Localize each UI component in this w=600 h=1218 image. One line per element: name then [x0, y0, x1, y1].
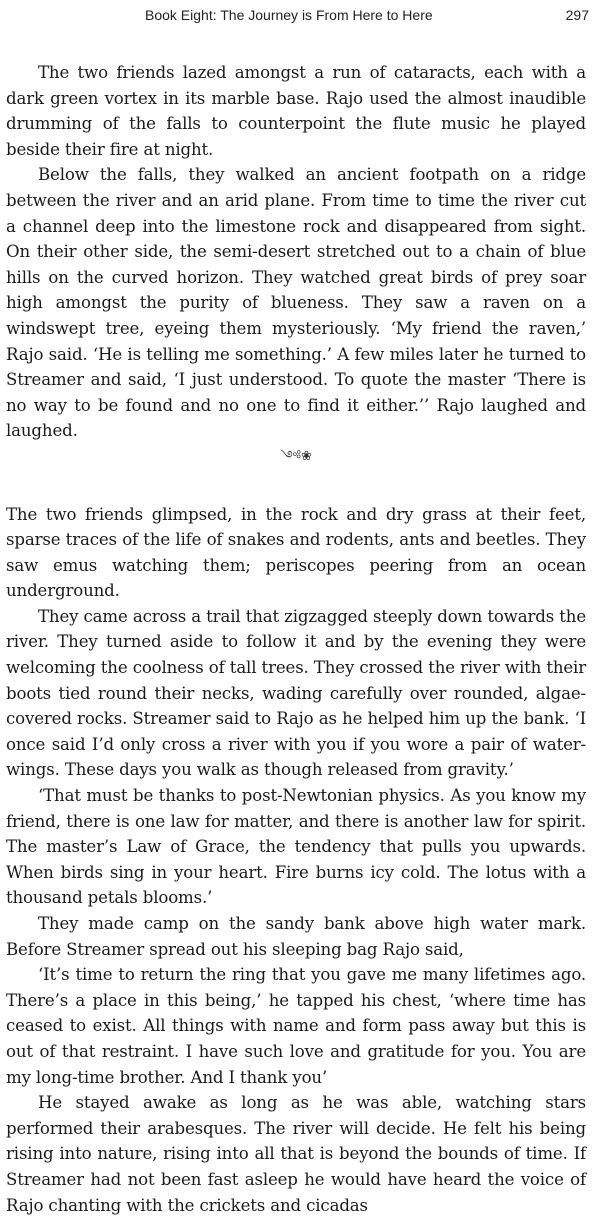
paragraph: He stayed awake as long as he was able, watching stars performed their arabesques. The river will decide. He felt his being rising into nature, rising into all that is beyond the bounds of time. If Streamer had not been fast asleep he would have heard the voice of Rajo chanting with the crickets and cicadas [6, 1093, 586, 1215]
paragraph: The two friends lazed amongst a run of cataracts, each with a dark green vortex in its marble base. Rajo used the almost inaudible drumming of the falls to counterpoint the flute music he played beside their fire at night. [6, 63, 586, 159]
section-break-ornament: ༺❀ [280, 448, 312, 464]
body-text [6, 60, 586, 1218]
paragraph: ‘It’s time to return the ring that you gave me many lifetimes ago. There’s a place in this being,’ he tapped his chest, ‘where time has ceased to exist. All things with name and form pass away but this is out of that restraint. I have such love and gratitude for you. You are my long-time brother. And I thank you’ [6, 965, 586, 1087]
paragraph: Below the falls, they walked an ancient footpath on a ridge between the river and an arid plane. From time to time the river cut a channel deep into the limestone rock and disappeared from sight. On their other side, the semi-desert stretched out to a chain of blue hills on the curved horizon. They watched great birds of prey soar high amongst the purity of blueness. They saw a raven on a windswept tree, eyeing them mysteriously. ‘My friend the raven,’ Rajo said. ‘He is telling me something.’ A few miles later he turned to Streamer and said, ‘I just understood. To quote the master ‘There is no way to be found and no one to find it either.’’ Rajo laughed and laughed. [6, 165, 586, 441]
page-number: 297 [565, 7, 589, 23]
paragraph: The two friends glimpsed, in the rock and dry grass at their feet, sparse traces of the life of snakes and rodents, ants and beetles. They saw emus watching them; periscopes peering from an ocean underground. [6, 504, 586, 601]
paragraph: They made camp on the sandy bank above high water mark. Before Streamer spread out his sleeping bag Rajo said, [6, 914, 586, 959]
chapter-title: Book Eight: The Journey is From Here to Here [145, 7, 433, 23]
running-header [0, 3, 600, 27]
paragraph: ‘That must be thanks to post-Newtonian physics. As you know my friend, there is one law for matter, and there is another law for spirit. The master’s Law of Grace, the tendency that pulls you upwards. When birds sing in your heart. Fire burns icy cold. The lotus with a thousand petals blooms.’ [6, 786, 586, 908]
paragraph: They came across a trail that zigzagged steeply down towards the river. They turned aside to follow it and by the evening they were welcoming the coolness of tall trees. They crossed the river with their boots tied round their necks, wading carefully over rounded, algae-covered rocks. Streamer said to Rajo as he helped him up the bank. ‘I once said I’d only cross a river with you if you wore a pair of water-wings. These days you walk as though released from gravity.’ [6, 606, 586, 780]
